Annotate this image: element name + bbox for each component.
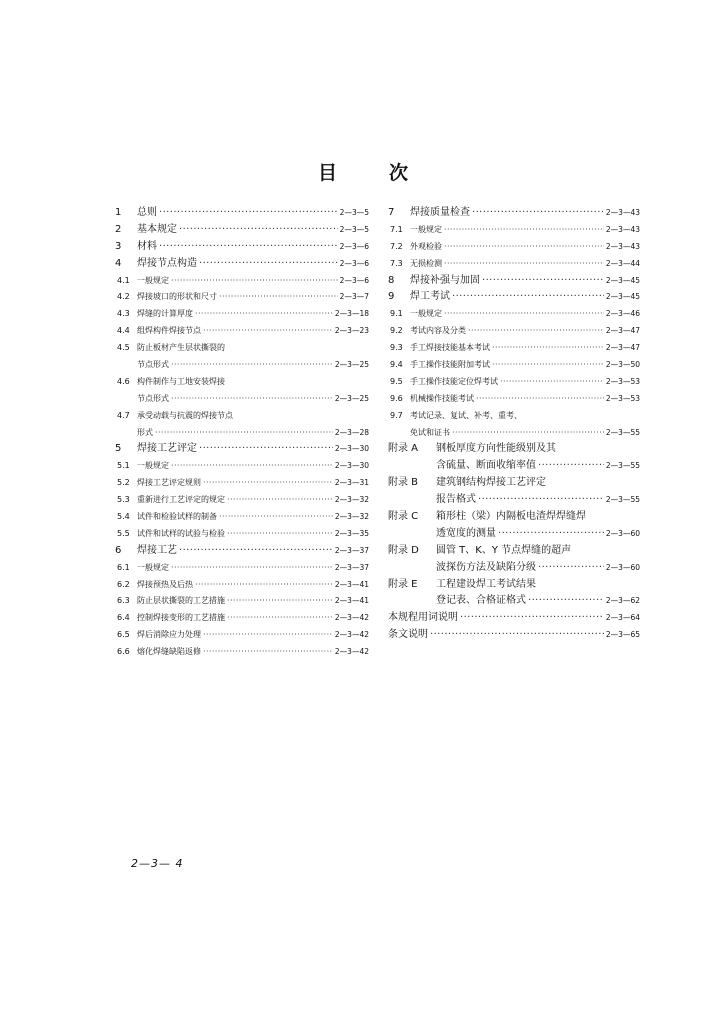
title-char-1: 目 — [317, 162, 337, 184]
toc-entry-number: 9.4 — [390, 360, 403, 370]
toc-leader-dots — [430, 627, 604, 644]
toc-entry-label: 形式 — [137, 427, 153, 437]
toc-entry-number: 9.3 — [390, 343, 403, 353]
toc-entry-page: 2—3—42 — [334, 647, 369, 657]
toc-leader-dots — [219, 289, 338, 306]
toc-entry[interactable] — [388, 374, 640, 391]
toc-entry-number: 9 — [388, 291, 395, 303]
toc-entry-label: 焊后消除应力处理 — [137, 630, 201, 640]
toc-leader-dots — [476, 391, 604, 408]
toc-entry-number: 6.3 — [117, 596, 130, 606]
toc-entry-label: 考试记录、复试、补考、重考、 — [410, 410, 522, 420]
toc-entry-page: 2—3—53 — [605, 376, 640, 386]
toc-entry[interactable] — [115, 475, 369, 492]
toc-entry-label: 一般规定 — [410, 224, 442, 234]
toc-entry[interactable] — [388, 627, 640, 644]
toc-leader-dots — [171, 273, 338, 290]
page-title — [0, 158, 726, 185]
toc-right-column — [388, 205, 640, 644]
toc-entry[interactable] — [115, 273, 369, 290]
toc-entry[interactable] — [115, 239, 369, 256]
toc-entry[interactable] — [388, 205, 640, 222]
toc-leader-dots — [444, 222, 604, 239]
toc-entry[interactable] — [388, 425, 640, 442]
toc-leader-dots — [203, 475, 333, 492]
toc-entry-label: 防止板材产生层状撕裂的 — [137, 343, 225, 353]
toc-entry[interactable] — [115, 593, 369, 610]
toc-entry-label: 基本规定 — [137, 223, 177, 235]
toc-leader-dots — [159, 205, 338, 222]
toc-entry-page: 2—3—65 — [605, 630, 640, 640]
toc-entry-page: 2—3—31 — [334, 478, 369, 488]
toc-leader-dots — [203, 644, 333, 661]
toc-leader-dots — [444, 306, 604, 323]
toc-entry-label: 免试和证书 — [410, 427, 450, 437]
toc-entry[interactable] — [388, 577, 640, 594]
toc-leader-dots — [227, 526, 333, 543]
toc-leader-dots — [444, 256, 604, 273]
toc-entry-label: 焊接补强与加固 — [410, 274, 480, 286]
toc-entry[interactable] — [115, 441, 369, 458]
toc-entry-page: 2—3—60 — [605, 528, 640, 538]
toc-entry-page: 2—3—47 — [605, 343, 640, 353]
toc-entry[interactable] — [115, 205, 369, 222]
toc-entry[interactable] — [388, 306, 640, 323]
toc-entry[interactable] — [388, 289, 640, 306]
toc-entry-page: 2—3—37 — [334, 545, 369, 555]
toc-entry-number: 3 — [115, 240, 122, 252]
toc-entry-label: 钢板厚度方向性能级别及其 — [436, 443, 556, 455]
toc-leader-dots — [227, 492, 333, 509]
toc-entry-number: 6.1 — [117, 562, 130, 572]
toc-entry-page: 2—3—5 — [339, 224, 369, 234]
toc-entry-number: 1 — [115, 207, 122, 218]
toc-leader-dots — [482, 273, 604, 290]
toc-entry-page: 2—3—43 — [605, 241, 640, 251]
toc-entry-label: 一般规定 — [137, 562, 169, 572]
toc-entry-label: 建筑钢结构焊接工艺评定 — [436, 477, 546, 489]
toc-entry-number: 7 — [388, 207, 395, 218]
toc-entry-page: 2—3—55 — [605, 461, 640, 471]
toc-entry[interactable] — [388, 273, 640, 290]
toc-entry[interactable] — [388, 593, 640, 610]
toc-entry-label: 透宽度的测量 — [436, 527, 496, 539]
toc-leader-dots — [227, 593, 333, 610]
toc-entry-label: 工程建设焊工考试结果 — [436, 578, 536, 590]
toc-entry-number: 6.2 — [117, 579, 130, 589]
toc-entry-page: 2—3—55 — [605, 495, 640, 505]
toc-entry[interactable] — [388, 441, 640, 458]
toc-entry[interactable] — [388, 560, 640, 577]
toc-leader-dots — [195, 306, 333, 323]
toc-entry[interactable] — [115, 644, 369, 661]
toc-entry-number: 6 — [115, 544, 122, 556]
toc-leader-dots — [500, 374, 604, 391]
toc-entry-label: 构件制作与工地安装焊接 — [137, 376, 225, 386]
toc-entry-label: 试件和试样的试验与检验 — [137, 528, 225, 538]
toc-entry-page: 2—3—41 — [334, 596, 369, 606]
toc-entry-label: 登记表、合格证格式 — [436, 595, 526, 607]
toc-leader-dots — [227, 610, 333, 627]
toc-entry[interactable] — [115, 492, 369, 509]
toc-entry-page: 2—3—41 — [334, 579, 369, 589]
toc-entry-number: 8 — [388, 274, 395, 286]
toc-entry-page: 2—3—23 — [334, 326, 369, 336]
toc-entry-number: 9.2 — [390, 326, 403, 336]
toc-entry-number: 附录 B — [388, 477, 419, 489]
toc-entry[interactable] — [388, 256, 640, 273]
toc-entry-page: 2—3—7 — [339, 292, 369, 302]
toc-leader-dots — [199, 256, 338, 273]
toc-leader-dots — [171, 357, 333, 374]
toc-entry-number: 2 — [115, 223, 122, 235]
toc-entry[interactable] — [115, 374, 369, 391]
toc-entry[interactable] — [115, 289, 369, 306]
toc-leader-dots — [538, 458, 604, 475]
toc-entry-label: 熔化焊缝缺陷返修 — [137, 647, 201, 657]
toc-entry-label: 焊接工艺评定规则 — [137, 478, 201, 488]
toc-entry-page: 2—3—5 — [339, 208, 369, 217]
toc-entry-page: 2—3—42 — [334, 630, 369, 640]
toc-entry-page: 2—3—32 — [334, 495, 369, 505]
toc-entry-page: 2—3—53 — [605, 393, 640, 403]
toc-entry-label: 条文说明 — [388, 629, 428, 641]
toc-entry-number: 4.5 — [117, 343, 130, 353]
toc-entry[interactable] — [388, 391, 640, 408]
toc-entry[interactable] — [115, 560, 369, 577]
toc-entry-label: 材料 — [137, 240, 157, 252]
toc-entry-label: 一般规定 — [410, 309, 442, 319]
toc-entry-page: 2—3—55 — [605, 427, 640, 437]
toc-entry-page: 2—3—37 — [334, 562, 369, 572]
toc-entry-number: 附录 C — [388, 511, 419, 523]
toc-entry-label: 焊接预热及后热 — [137, 579, 193, 589]
toc-entry-number: 5.2 — [117, 478, 130, 488]
toc-leader-dots — [179, 543, 333, 560]
toc-entry-number: 6.6 — [117, 647, 130, 657]
toc-entry-number: 附录 D — [388, 544, 419, 556]
toc-leader-dots — [171, 560, 333, 577]
toc-leader-dots — [199, 441, 333, 458]
toc-entry-label: 考试内容及分类 — [410, 326, 466, 336]
toc-entry-number: 5 — [115, 443, 122, 455]
toc-entry-label: 试件和检验试样的制备 — [137, 512, 217, 522]
toc-entry[interactable] — [388, 610, 640, 627]
toc-entry-page: 2—3—25 — [334, 393, 369, 403]
toc-leader-dots — [492, 340, 604, 357]
toc-entry[interactable] — [115, 323, 369, 340]
toc-entry-page: 2—3—30 — [334, 461, 369, 471]
toc-entry-number: 4.1 — [117, 275, 130, 285]
toc-entry-label: 报告格式 — [436, 494, 476, 506]
toc-entry-label: 手工操作技能附加考试 — [410, 360, 490, 370]
toc-entry-number: 4 — [115, 257, 122, 269]
toc-entry[interactable] — [115, 306, 369, 323]
toc-entry[interactable] — [115, 391, 369, 408]
toc-entry-number: 4.6 — [117, 376, 130, 386]
toc-entry-page: 2—3—18 — [334, 309, 369, 319]
toc-leader-dots — [195, 577, 333, 594]
toc-leader-dots — [478, 492, 604, 509]
toc-entry[interactable] — [115, 256, 369, 273]
toc-entry[interactable] — [115, 425, 369, 442]
toc-leader-dots — [159, 239, 338, 256]
toc-entry-number: 9.1 — [390, 309, 403, 319]
toc-leader-dots — [179, 222, 338, 239]
toc-leader-dots — [171, 391, 333, 408]
toc-entry-label: 焊缝的计算厚度 — [137, 309, 193, 319]
toc-entry-number: 4.2 — [117, 292, 130, 302]
toc-entry[interactable] — [388, 509, 640, 526]
toc-entry-label: 焊接工艺评定 — [137, 443, 197, 455]
toc-leader-dots — [452, 425, 604, 442]
toc-entry[interactable] — [115, 509, 369, 526]
toc-entry-page: 2—3—30 — [334, 444, 369, 454]
toc-entry-page: 2—3—32 — [334, 512, 369, 522]
toc-entry-label: 焊接坡口的形状和尺寸 — [137, 292, 217, 302]
toc-entry-number: 6.4 — [117, 613, 130, 623]
toc-leader-dots — [472, 205, 604, 222]
toc-entry[interactable] — [115, 340, 369, 357]
toc-entry-label: 焊工考试 — [410, 291, 450, 303]
toc-entry-page: 2—3—62 — [605, 596, 640, 606]
toc-leader-dots — [155, 425, 333, 442]
toc-entry[interactable] — [115, 408, 369, 425]
toc-entry-label: 总则 — [137, 207, 157, 218]
toc-entry[interactable] — [115, 627, 369, 644]
toc-entry[interactable] — [388, 475, 640, 492]
toc-entry-page: 2—3—42 — [334, 613, 369, 623]
toc-entry-label: 控制焊接变形的工艺措施 — [137, 613, 225, 623]
toc-leader-dots — [203, 323, 333, 340]
toc-leader-dots — [171, 458, 333, 475]
toc-entry-page: 2—3—25 — [334, 360, 369, 370]
toc-entry-number: 5.5 — [117, 528, 130, 538]
toc-entry[interactable] — [388, 526, 640, 543]
toc-entry[interactable] — [388, 239, 640, 256]
toc-entry-page: 2—3—6 — [339, 241, 369, 251]
toc-entry-page: 2—3—35 — [334, 528, 369, 538]
toc-entry-label: 波探伤方法及缺陷分级 — [436, 561, 536, 573]
toc-leader-dots — [203, 627, 333, 644]
toc-entry-page: 2—3—47 — [605, 326, 640, 336]
toc-entry-label: 外观检验 — [410, 241, 442, 251]
toc-entry-label: 焊接节点构造 — [137, 257, 197, 269]
toc-entry-number: 4.7 — [117, 410, 130, 420]
toc-entry-label: 节点形式 — [137, 360, 169, 370]
toc-entry[interactable] — [115, 526, 369, 543]
toc-entry[interactable] — [115, 357, 369, 374]
toc-entry[interactable] — [388, 543, 640, 560]
toc-entry-page: 2—3—44 — [605, 258, 640, 268]
toc-entry-label: 组焊构件焊接节点 — [137, 326, 201, 336]
toc-entry[interactable] — [388, 323, 640, 340]
toc-leader-dots — [492, 357, 604, 374]
toc-leader-dots — [452, 289, 604, 306]
toc-leader-dots — [460, 610, 604, 627]
toc-entry-page: 2—3—43 — [605, 224, 640, 234]
toc-entry-label: 手工操作技能定位焊考试 — [410, 376, 498, 386]
toc-entry-number: 附录 A — [388, 443, 419, 455]
toc-entry[interactable] — [115, 543, 369, 560]
toc-leader-dots — [538, 560, 604, 577]
toc-entry-label: 一般规定 — [137, 275, 169, 285]
toc-entry-number: 7.1 — [390, 224, 403, 234]
toc-entry-page: 2—3—50 — [605, 360, 640, 370]
toc-entry-label: 手工焊接技能基本考试 — [410, 343, 490, 353]
toc-entry-page: 2—3—43 — [605, 208, 640, 217]
toc-entry[interactable] — [388, 408, 640, 425]
toc-entry-number: 5.4 — [117, 512, 130, 522]
toc-entry[interactable] — [115, 458, 369, 475]
toc-entry-number: 9.7 — [390, 410, 403, 420]
toc-entry-label: 一般规定 — [137, 461, 169, 471]
toc-entry-number: 7.2 — [390, 241, 403, 251]
page-number: 2—3— 4 — [131, 857, 184, 870]
toc-entry-number: 4.4 — [117, 326, 130, 336]
toc-entry[interactable] — [388, 222, 640, 239]
title-char-2: 次 — [389, 162, 409, 184]
toc-entry-label: 焊接工艺 — [137, 544, 177, 556]
toc-leader-dots — [444, 239, 604, 256]
toc-entry-number: 5.3 — [117, 495, 130, 505]
toc-entry[interactable] — [115, 610, 369, 627]
toc-entry-label: 本规程用词说明 — [388, 612, 458, 624]
toc-entry-page: 2—3—6 — [339, 275, 369, 285]
toc-leader-dots — [498, 526, 604, 543]
toc-entry-number: 6.5 — [117, 630, 130, 640]
toc-entry-label: 圆管 T、K、Y 节点焊缝的超声 — [436, 544, 572, 556]
toc-leader-dots — [528, 593, 604, 610]
toc-entry-label: 无损检测 — [410, 258, 442, 268]
toc-entry-label: 箱形柱（梁）内隔板电渣焊焊缝焊 — [436, 511, 586, 523]
toc-entry[interactable] — [388, 492, 640, 509]
toc-entry-page: 2—3—60 — [605, 562, 640, 572]
toc-leader-dots — [468, 323, 604, 340]
toc-entry-number: 5.1 — [117, 461, 130, 471]
toc-entry[interactable] — [115, 577, 369, 594]
toc-entry-page: 2—3—45 — [605, 292, 640, 302]
toc-entry[interactable] — [388, 357, 640, 374]
toc-entry-label: 焊接质量检查 — [410, 207, 470, 218]
toc-entry[interactable] — [388, 340, 640, 357]
toc-entry[interactable] — [388, 458, 640, 475]
toc-leader-dots — [219, 509, 333, 526]
toc-entry-page: 2—3—28 — [334, 427, 369, 437]
toc-entry-number: 9.5 — [390, 376, 403, 386]
toc-left-column — [115, 205, 369, 661]
toc-entry[interactable] — [115, 222, 369, 239]
toc-entry-label: 防止层状撕裂的工艺措施 — [137, 596, 225, 606]
toc-entry-number: 7.3 — [390, 258, 403, 268]
toc-entry-number: 附录 E — [388, 578, 418, 590]
toc-entry-label: 机械操作技能考试 — [410, 393, 474, 403]
toc-entry-label: 重新进行工艺评定的规定 — [137, 495, 225, 505]
toc-entry-label: 节点形式 — [137, 393, 169, 403]
toc-entry-page: 2—3—6 — [339, 258, 369, 268]
toc-entry-number: 4.3 — [117, 309, 130, 319]
toc-entry-page: 2—3—46 — [605, 309, 640, 319]
toc-entry-page: 2—3—64 — [605, 613, 640, 623]
toc-entry-label: 含硫量、断面收缩率值 — [436, 460, 536, 472]
toc-entry-label: 承受动载与抗震的焊接节点 — [137, 410, 233, 420]
toc-entry-page: 2—3—45 — [605, 275, 640, 285]
toc-entry-number: 9.6 — [390, 393, 403, 403]
